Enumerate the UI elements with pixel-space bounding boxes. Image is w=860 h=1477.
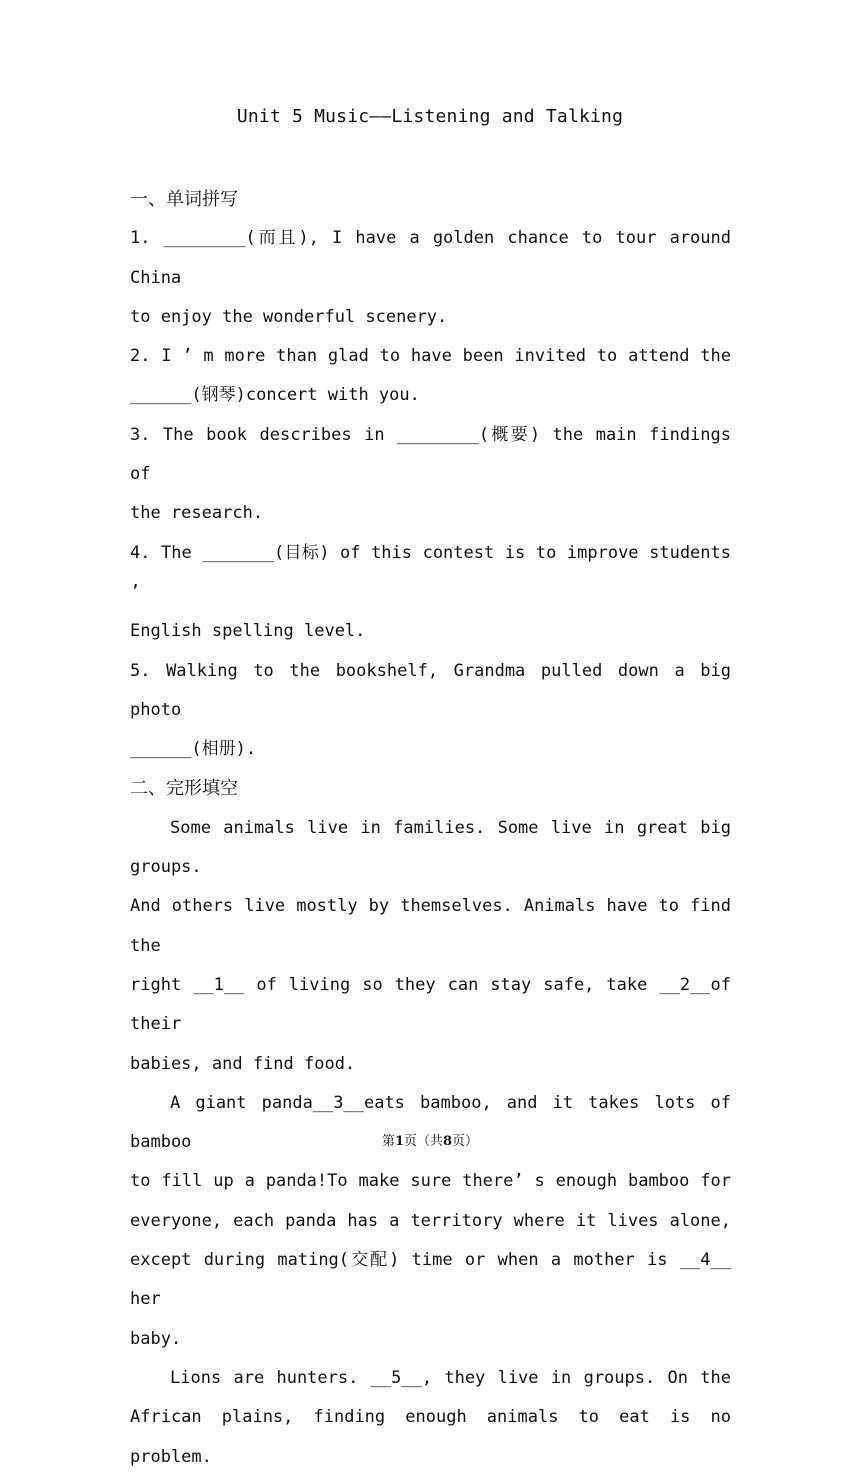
item-line: 1. ________(而且), I have a golden chance to tour around China [130, 228, 731, 288]
paragraph-line: Some animals live in families. Some live in great big groups. [130, 817, 731, 878]
item-line: 2. I ’ m more than glad to have been invited to attend the [130, 346, 731, 367]
paragraph-line: right __1__ of living so they can stay safe, take __2__of their [130, 974, 731, 1035]
spelling-item [130, 219, 731, 337]
paragraph-line: baby. [130, 1328, 182, 1349]
paragraph-line: African plains, finding enough animals to eat is no problem. [130, 1407, 731, 1467]
paragraph-line: except during mating(交配) time or when a mother is __4__ her [130, 1250, 731, 1310]
item-line: the research. [130, 503, 264, 524]
paragraph-line: Lions are hunters. __5__, they live in groups. On the [170, 1367, 731, 1388]
document-body [130, 180, 731, 1477]
footer-prefix: 第 [381, 1134, 395, 1149]
spelling-item [130, 337, 731, 416]
paragraph-line: everyone, each panda has a territory where it lives alone, [130, 1210, 731, 1231]
item-line: English spelling level. [130, 621, 366, 642]
paragraph-line: A giant panda__3__eats bamboo, and it takes lots of bamboo [130, 1092, 731, 1153]
cloze-paragraph [130, 809, 731, 1084]
item-line: 3. The book describes in ________(概要) the main findings of [130, 424, 731, 485]
cloze-paragraph [130, 1359, 731, 1477]
section-heading-cloze: 二、完形填空 [130, 778, 238, 800]
document-title: Unit 5 Music——Listening and Talking [236, 106, 624, 127]
cloze-paragraph [130, 1084, 731, 1359]
footer-total-pages: 8 [443, 1134, 453, 1149]
section-heading-spelling: 一、单词拼写 [130, 189, 238, 210]
item-line: ______(相册). [130, 739, 257, 760]
spelling-item [130, 652, 731, 770]
page-footer [0, 1130, 860, 1149]
footer-suffix: 页） [452, 1134, 479, 1149]
item-line: to enjoy the wonderful scenery. [130, 306, 448, 327]
paragraph-line: babies, and find food. [130, 1053, 356, 1074]
footer-page-number: 1 [394, 1134, 404, 1149]
paragraph-line: And others live mostly by themselves. Animals have to find the [130, 896, 731, 956]
spelling-item [130, 534, 731, 652]
footer-middle: 页（共 [403, 1134, 443, 1149]
paragraph-line: to fill up a panda!To make sure there’ s enough bamboo for [130, 1171, 731, 1192]
item-line: 4. The _______(目标) of this contest is to improve students ’ [130, 542, 731, 602]
item-line: ______(钢琴)concert with you. [130, 385, 420, 406]
spelling-item [130, 416, 731, 534]
item-line: 5. Walking to the bookshelf, Grandma pulled down a big photo [130, 660, 731, 720]
